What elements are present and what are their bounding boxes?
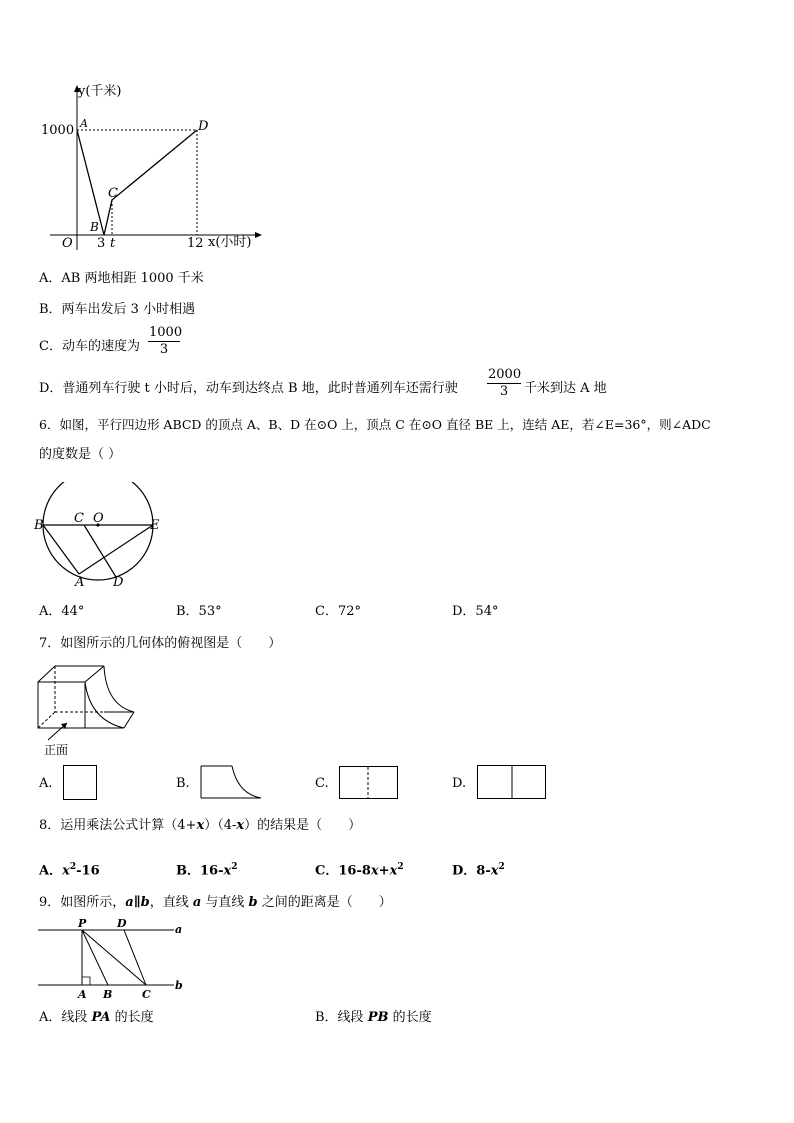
q8-stem-a: 8．运用乘法公式计算（4+	[39, 818, 197, 833]
q7-option-c-figure	[339, 766, 399, 800]
q9-var-b: b	[248, 895, 258, 910]
q5-option-d-fraction	[487, 368, 521, 399]
q8-option-b	[176, 859, 238, 879]
q8-stem-c: ）的结果是（ ）	[244, 818, 362, 833]
q9-stem-b: ，直线	[149, 895, 193, 910]
q5-option-a: A．AB 两地相距 1000 千米	[39, 271, 204, 286]
q6-option-d: D．54°	[452, 604, 499, 619]
option-exponent: 2	[498, 862, 505, 872]
option-exponent: 2	[69, 862, 77, 872]
option-prefix: B．线段	[315, 1010, 368, 1025]
q9-stem-a: 9．如图所示，	[39, 895, 126, 910]
option-prefix: A．	[39, 863, 63, 879]
front-label: 正面	[44, 743, 69, 757]
fraction-numerator: 2000	[488, 367, 522, 382]
q8-var-x1: x	[196, 818, 205, 833]
point-c-label: C	[108, 186, 118, 201]
option-suffix: 的长度	[110, 1010, 154, 1025]
circle-figure	[34, 482, 169, 592]
label-d: D	[113, 575, 124, 590]
option-exponent: 2	[231, 862, 238, 872]
q8-option-c	[315, 859, 404, 879]
point-a-label: A	[80, 117, 88, 130]
q5-option-d-suffix: 千米到达 A 地	[524, 381, 607, 396]
fraction-denominator: 3	[159, 342, 169, 357]
q9-option-b	[315, 1010, 432, 1026]
q7-option-d-figure	[477, 765, 547, 800]
q5-option-c-fraction	[148, 325, 183, 357]
distance-time-graph	[40, 80, 280, 255]
q7-option-a: A.	[39, 776, 53, 791]
q8-stem-b: ）（4-	[204, 818, 237, 833]
label-o: O	[93, 511, 104, 526]
point-b-label: B	[90, 220, 99, 234]
label-d: D	[117, 917, 127, 930]
q7-stem: 7．如图所示的几何体的俯视图是（ ）	[39, 636, 282, 651]
q7-option-b: B.	[176, 776, 190, 791]
option-suffix: 的长度	[388, 1010, 432, 1025]
q8-option-d	[452, 859, 505, 879]
x-axis-label: x(小时)	[208, 235, 252, 250]
label-c: C	[74, 511, 84, 526]
option-var: x	[62, 863, 70, 879]
q5-option-b: B．两车出发后 3 小时相遇	[39, 302, 196, 317]
option-var: x	[223, 863, 232, 879]
point-d-label: D	[198, 119, 209, 134]
label-a: A	[78, 988, 87, 1001]
q9-stem-d: 之间的距离是（ ）	[257, 895, 392, 910]
q9-stem-c: 与直线	[201, 895, 249, 910]
q7-option-c: C.	[315, 776, 329, 791]
x-tick-12: 12	[187, 236, 204, 251]
option-var: x	[370, 863, 379, 879]
x-tick-t: t	[110, 236, 116, 251]
q9-parallel: a∥b	[125, 895, 150, 910]
option-prefix: B．16-	[176, 863, 224, 879]
q6-stem-line2: 的度数是（ ）	[39, 447, 122, 462]
q6-option-a: A．44°	[39, 604, 85, 619]
x-tick-3: 3	[97, 236, 106, 251]
q8-stem	[39, 818, 361, 834]
label-e: E	[150, 518, 160, 533]
option-prefix: D．8-	[452, 863, 491, 879]
origin-label: O	[62, 236, 73, 251]
q9-option-a	[39, 1010, 154, 1026]
y-axis-label: y(千米)	[78, 84, 122, 99]
q9-var-a: a	[192, 895, 202, 910]
option-operator: +	[378, 863, 390, 879]
q7-option-a-figure	[63, 765, 97, 800]
label-line-a: a	[175, 923, 183, 936]
q7-option-d: D.	[452, 776, 467, 791]
q6-option-b: B．53°	[176, 604, 222, 619]
fraction-denominator: 3	[499, 384, 509, 399]
option-prefix: C．16-8	[315, 863, 371, 879]
option-var: x	[490, 863, 499, 879]
y-tick-1000: 1000	[41, 123, 75, 138]
q9-stem	[39, 895, 392, 911]
parallel-lines-figure	[34, 915, 194, 1003]
option-prefix: A．线段	[39, 1010, 92, 1025]
q8-var-x2: x	[236, 818, 245, 833]
option-exponent: 2	[397, 862, 404, 872]
q6-option-c: C．72°	[315, 604, 361, 619]
label-a: A	[75, 575, 85, 590]
option-var: x	[389, 863, 398, 879]
label-line-b: b	[175, 979, 183, 992]
option-var: PB	[367, 1010, 389, 1025]
q8-option-a	[39, 859, 100, 879]
option-suffix: -16	[76, 863, 100, 879]
label-p: P	[78, 917, 87, 930]
q7-option-b-figure	[198, 764, 264, 800]
q5-option-d: D．普通列车行驶 t 小时后，动车到达终点 B 地，此时普通列车还需行驶	[39, 381, 458, 396]
fraction-numerator: 1000	[149, 325, 183, 340]
q6-stem-line1: 6．如图，平行四边形 ABCD 的顶点 A、B、D 在⊙O 上，顶点 C 在⊙O 直径 BE 上，连结 AE，若∠E=36°，则∠ADC	[39, 417, 711, 432]
q5-option-c: C．动车的速度为	[39, 339, 140, 354]
label-c: C	[142, 988, 151, 1001]
label-b: B	[34, 518, 44, 533]
label-b: B	[103, 988, 113, 1001]
option-var: PA	[91, 1010, 111, 1025]
